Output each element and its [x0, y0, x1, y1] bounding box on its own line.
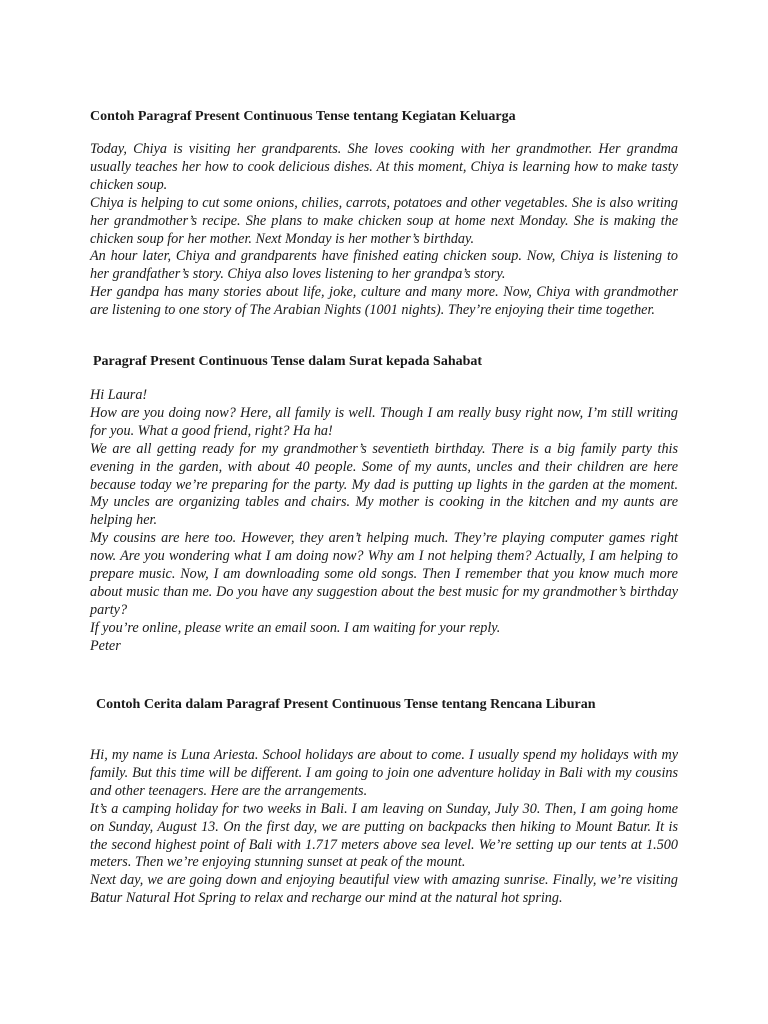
paragraph: If you’re online, please write an email soon. I am waiting for your reply. — [90, 619, 501, 636]
paragraph: It’s a camping holiday for two weeks in Bali. I am leaving on Sunday, July 30. Then, I am going home on Sunday, August 13. On the first day, we are putting on backpacks then hiking to Mount Batur. It is the second highest point of Bali with 1.717 meters above sea level. We’re setting up our tents at 1.500 meters. Then we’re enjoying stunning sunset at peak of the mount. — [90, 800, 678, 871]
section-heading-holiday-plan: Contoh Cerita dalam Paragraf Present Continuous Tense tentang Rencana Liburan — [96, 697, 596, 712]
letter-greeting: Hi Laura! — [90, 387, 148, 403]
section-body-holiday-plan — [90, 747, 678, 908]
paragraph: Hi, my name is Luna Ariesta. School holidays are about to come. I usually spend my holidays with my family. But this time will be different. I am going to join one adventure holiday in Bali with my cousins and other teenagers. Here are the arrangements. — [90, 747, 678, 799]
paragraph: Next day, we are going down and enjoying beautiful view with amazing sunrise. Finally, we’re visiting Batur Natural Hot Spring to relax and recharge our mind at the natural hot spring. — [90, 872, 678, 907]
section-body-family-activity — [90, 141, 678, 320]
letter-signature: Peter — [90, 637, 121, 654]
section-heading-family-activity: Contoh Paragraf Present Continuous Tense tentang Kegiatan Keluarga — [90, 109, 516, 124]
paragraph: An hour later, Chiya and grandparents have finished eating chicken soup. Now, Chiya is listening to her grandfather’s story. Chiya also loves listening to her grandpa’s story. — [90, 248, 678, 283]
paragraph: How are you doing now? Here, all family is well. Though I am really busy right now, I’m still writing for you. What a good friend, right? Ha ha! — [90, 404, 678, 439]
paragraph: My cousins are here too. However, they aren’t helping much. They’re playing computer games right now. Are you wondering what I am doing now? Why am I not helping them? Actually, I am helping to prepare music. Now, I am downloading some old songs. Then I remember that you know much more about music than me. Do you have any suggestion about the best music for my grandmother’s birthday party? — [90, 530, 678, 618]
paragraph: Today, Chiya is visiting her grandparents. She loves cooking with her grandmother. Her grandma usually teaches her how to cook delicious dishes. At this moment, Chiya is learning how to make tasty chicken soup. — [90, 141, 678, 193]
paragraph: Chiya is helping to cut some onions, chilies, carrots, potatoes and other vegetables. She is also writing her grandmother’s recipe. She plans to make chicken soup at home next Monday. She is making the chicken soup for her mother. Next Monday is her mother’s birthday. — [90, 194, 678, 247]
paragraph: Her gandpa has many stories about life, joke, culture and many more. Now, Chiya with grandmother are listening to one story of The Arabian Nights (1001 nights). They’re enjoying their time together. — [90, 284, 678, 319]
section-heading-letter-to-friend: Paragraf Present Continuous Tense dalam Surat kepada Sahabat — [93, 354, 483, 369]
section-body-letter-to-friend — [90, 387, 678, 656]
paragraph: We are all getting ready for my grandmother’s seventieth birthday. There is a big family party this evening in the garden, with about 40 people. Some of my aunts, uncles and their children are here because today we’re preparing for the party. My dad is putting up lights in the garden at the moment. My uncles are organizing tables and chairs. My mother is cooking in the kitchen and my aunts are helping her. — [90, 440, 678, 529]
